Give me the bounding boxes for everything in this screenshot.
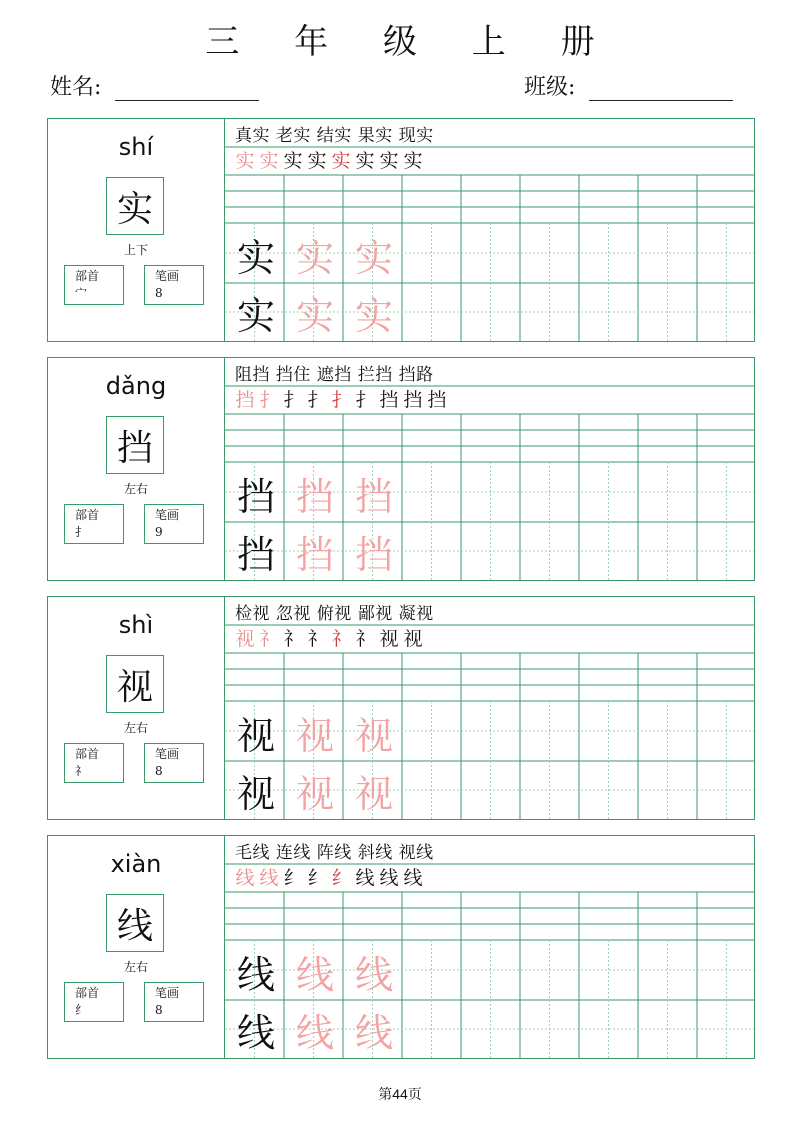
stroke-step: 线 (379, 866, 399, 889)
practice-model-char: 实 (236, 235, 275, 280)
practice-trace-char[interactable]: 线 (295, 1010, 334, 1055)
pinyin: xiàn (110, 850, 162, 878)
stroke-step: 扌 (259, 388, 279, 411)
stroke-step: 实 (283, 149, 303, 172)
radical-value: 宀 (75, 286, 88, 300)
radical-box (64, 982, 124, 1022)
practice-trace-char[interactable]: 挡 (354, 474, 393, 519)
strokes-value: 8 (155, 286, 163, 300)
character-info-panel (48, 358, 225, 580)
radical-box (64, 743, 124, 783)
strokes-label: 笔画 (155, 986, 180, 1000)
strokes-box (144, 504, 204, 544)
strokes-value: 8 (155, 764, 163, 778)
radical-label: 部首 (75, 747, 100, 761)
radical-value: 纟 (75, 1003, 88, 1017)
structure-label: 左右 (123, 960, 148, 974)
practice-model-char: 实 (236, 293, 275, 338)
practice-trace-char[interactable]: 线 (354, 952, 393, 997)
stroke-step: 视 (379, 627, 399, 650)
practice-trace-char[interactable]: 挡 (354, 532, 393, 577)
practice-model-char: 视 (236, 771, 275, 816)
practice-trace-char[interactable]: 挡 (295, 474, 334, 519)
name-field (50, 70, 259, 101)
page-title: 三 年 级 上 册 (205, 22, 617, 62)
stroke-step: 线 (403, 866, 423, 889)
stroke-step: 视 (235, 627, 255, 650)
strokes-label: 笔画 (155, 747, 180, 761)
character-card-2 (47, 357, 755, 581)
word-list: 检视 忽视 俯视 鄙视 凝视 (235, 604, 434, 624)
stroke-step: 实 (235, 149, 255, 172)
practice-trace-char[interactable]: 视 (295, 713, 334, 758)
strokes-value: 8 (155, 1003, 163, 1017)
stroke-step: 实 (403, 149, 423, 172)
practice-model-char: 线 (236, 952, 275, 997)
stroke-step: 扌 (331, 388, 351, 411)
word-list: 毛线 连线 阵线 斜线 视线 (235, 843, 434, 863)
stroke-step: 扌 (355, 388, 375, 411)
radical-label: 部首 (75, 269, 100, 283)
stroke-step: 挡 (427, 388, 447, 411)
radical-value: 礻 (75, 764, 88, 778)
practice-trace-char[interactable]: 实 (354, 293, 393, 338)
practice-panel (225, 597, 754, 819)
stroke-step: 视 (403, 627, 423, 650)
strokes-value: 9 (155, 525, 163, 539)
practice-trace-char[interactable]: 实 (295, 293, 334, 338)
class-field (524, 70, 733, 101)
stroke-step: 线 (235, 866, 255, 889)
stroke-step: 实 (259, 149, 279, 172)
page-number: 第44页 (378, 1086, 422, 1102)
stroke-step: 实 (379, 149, 399, 172)
pinyin: dǎng (105, 372, 167, 400)
practice-trace-char[interactable]: 线 (354, 1010, 393, 1055)
model-character: 线 (106, 894, 164, 952)
structure-label: 上下 (123, 243, 148, 257)
character-info-panel (48, 119, 225, 341)
character-info-panel (48, 836, 225, 1058)
stroke-step: 实 (307, 149, 327, 172)
stroke-step: 礻 (355, 627, 375, 650)
model-character: 挡 (106, 416, 164, 474)
stroke-step: 礻 (283, 627, 303, 650)
model-character: 实 (106, 177, 164, 235)
name-label: 姓名: (50, 75, 102, 100)
strokes-box (144, 265, 204, 305)
word-list: 阻挡 挡住 遮挡 拦挡 挡路 (235, 365, 434, 385)
stroke-step: 扌 (307, 388, 327, 411)
strokes-label: 笔画 (155, 508, 180, 522)
pinyin: shí (118, 133, 154, 161)
practice-panel (225, 836, 754, 1058)
name-blank[interactable] (115, 72, 259, 101)
structure-label: 左右 (123, 721, 148, 735)
stroke-order-row (233, 863, 425, 889)
stroke-step: 纟 (307, 866, 327, 889)
pinyin: shì (118, 611, 154, 639)
stroke-step: 线 (259, 866, 279, 889)
strokes-label: 笔画 (155, 269, 180, 283)
stroke-step: 实 (331, 149, 351, 172)
practice-trace-char[interactable]: 实 (354, 235, 393, 280)
model-character: 视 (106, 655, 164, 713)
character-card-4 (47, 835, 755, 1059)
class-label: 班级: (524, 75, 576, 100)
stroke-step: 纟 (331, 866, 351, 889)
radical-value: 扌 (75, 525, 88, 539)
character-card-3 (47, 596, 755, 820)
stroke-step: 挡 (235, 388, 255, 411)
radical-label: 部首 (75, 986, 100, 1000)
practice-trace-char[interactable]: 实 (295, 235, 334, 280)
practice-panel (225, 119, 754, 341)
stroke-order-row (233, 146, 425, 172)
practice-trace-char[interactable]: 线 (295, 952, 334, 997)
practice-trace-char[interactable]: 视 (354, 713, 393, 758)
strokes-box (144, 743, 204, 783)
stroke-step: 礻 (331, 627, 351, 650)
structure-label: 左右 (123, 482, 148, 496)
practice-trace-char[interactable]: 视 (295, 771, 334, 816)
practice-model-char: 线 (236, 1010, 275, 1055)
practice-trace-char[interactable]: 挡 (295, 532, 334, 577)
practice-model-char: 挡 (236, 474, 275, 519)
word-list: 真实 老实 结实 果实 现实 (235, 126, 434, 146)
stroke-step: 线 (355, 866, 375, 889)
practice-model-char: 视 (236, 713, 275, 758)
class-blank[interactable] (589, 72, 733, 101)
strokes-box (144, 982, 204, 1022)
character-card-1 (47, 118, 755, 342)
stroke-order-row (233, 385, 449, 411)
stroke-step: 挡 (403, 388, 423, 411)
stroke-step: 礻 (307, 627, 327, 650)
radical-box (64, 504, 124, 544)
practice-model-char: 挡 (236, 532, 275, 577)
stroke-step: 礻 (259, 627, 279, 650)
stroke-step: 扌 (283, 388, 303, 411)
practice-trace-char[interactable]: 视 (354, 771, 393, 816)
stroke-step: 实 (355, 149, 375, 172)
radical-box (64, 265, 124, 305)
radical-label: 部首 (75, 508, 100, 522)
stroke-step: 纟 (283, 866, 303, 889)
character-info-panel (48, 597, 225, 819)
stroke-step: 挡 (379, 388, 399, 411)
practice-panel (225, 358, 754, 580)
stroke-order-row (233, 624, 425, 650)
